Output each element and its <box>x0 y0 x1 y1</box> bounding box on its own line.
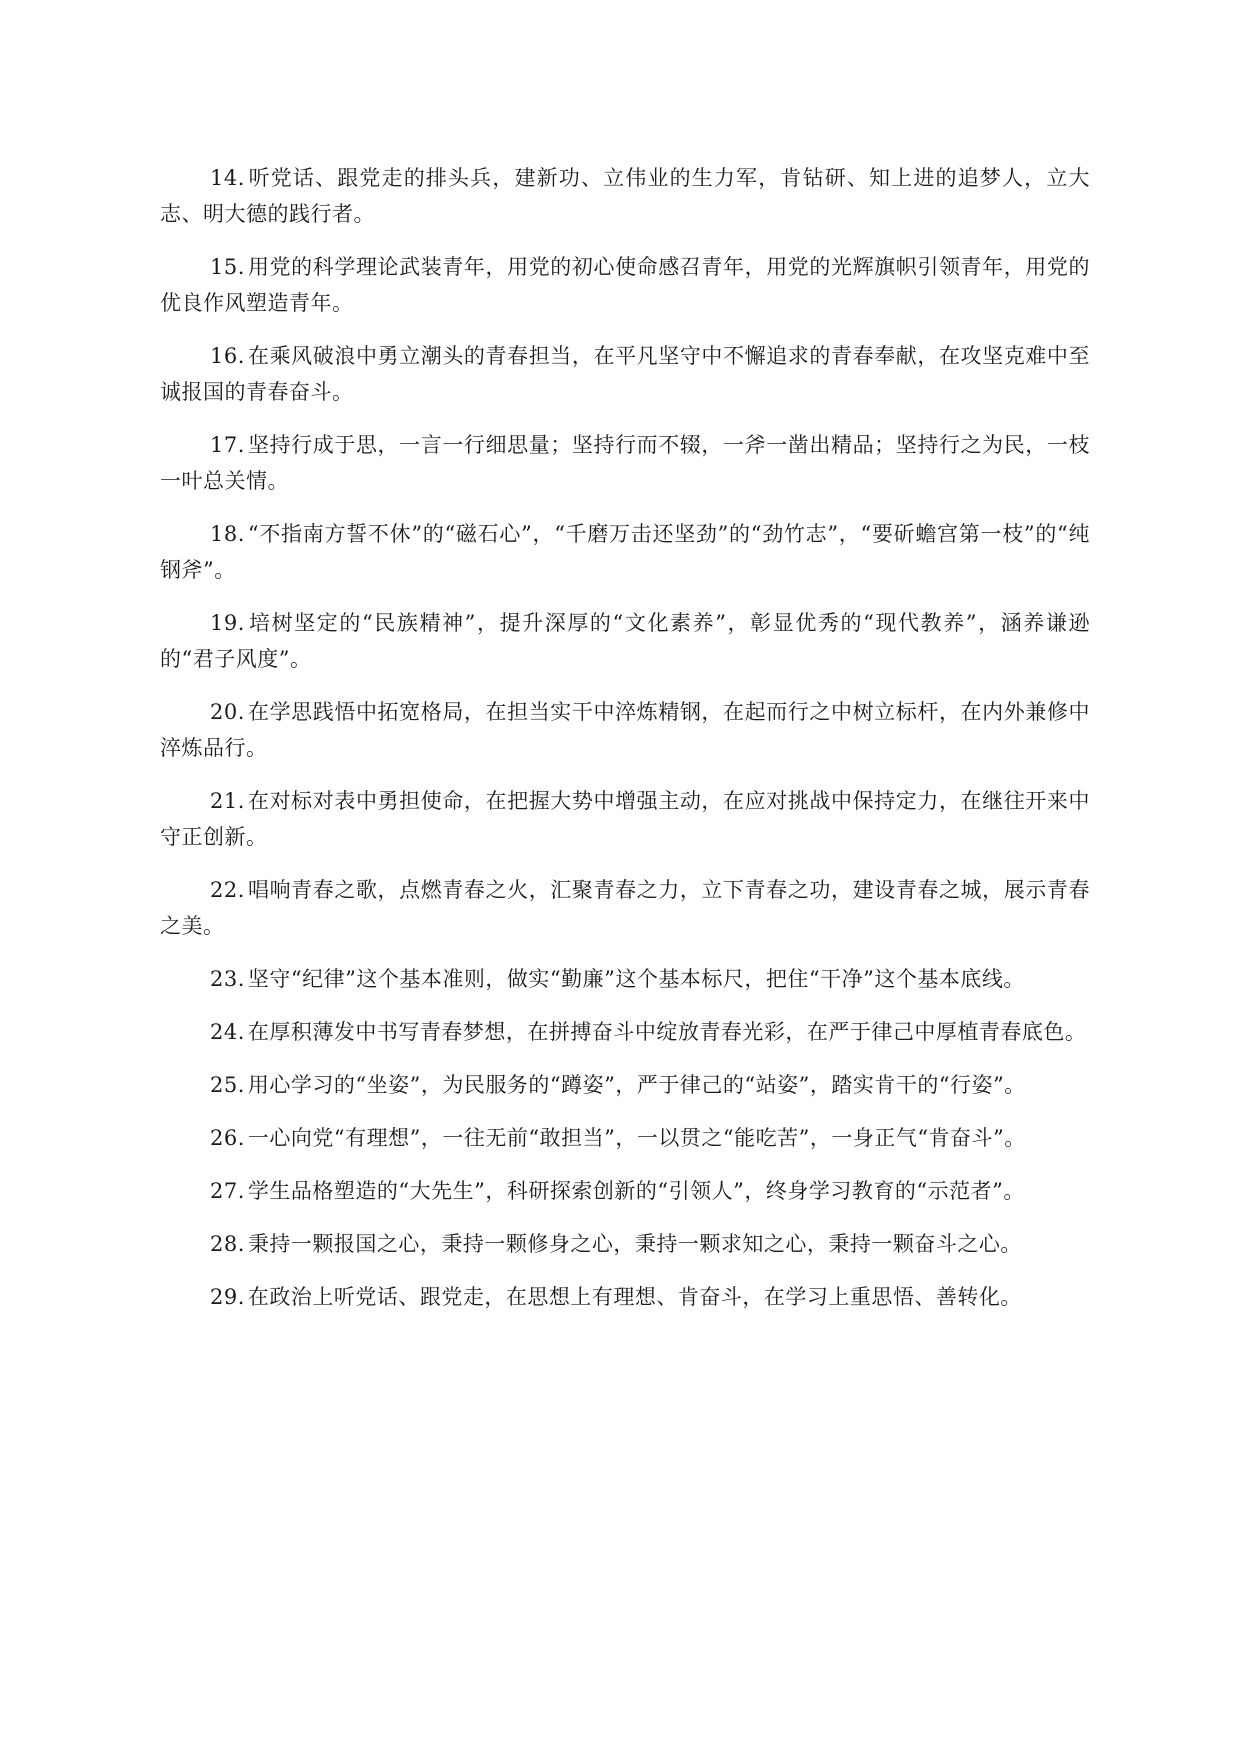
paragraph-14 <box>160 160 1090 232</box>
paragraph-text: 在学思践悟中拓宽格局，在担当实干中淬炼精钢，在起而行之中树立标杆，在内外兼修中淬炼品行。 <box>160 700 1090 760</box>
paragraph-18 <box>160 516 1090 588</box>
paragraph-text: “不指南方誓不休”的“磁石心”，“千磨万击还坚劲”的“劲竹志”，“要斫蟾宫第一枝”的“纯钢斧”。 <box>160 522 1090 582</box>
paragraph-text: 在政治上听党话、跟党走，在思想上有理想、肯奋斗，在学习上重思悟、善转化。 <box>247 1285 1022 1309</box>
paragraph-number: 26. <box>210 1126 245 1150</box>
paragraph-16 <box>160 338 1090 410</box>
paragraph-22 <box>160 872 1090 944</box>
paragraph-17 <box>160 427 1090 499</box>
paragraph-15 <box>160 249 1090 321</box>
paragraph-25 <box>160 1067 1090 1103</box>
paragraph-24 <box>160 1014 1090 1050</box>
paragraph-27 <box>160 1173 1090 1209</box>
paragraph-23 <box>160 961 1090 997</box>
paragraph-number: 23. <box>210 967 245 991</box>
paragraph-20 <box>160 694 1090 766</box>
paragraph-number: 21. <box>210 789 245 813</box>
paragraph-number: 15. <box>210 255 245 279</box>
paragraph-number: 25. <box>210 1073 245 1097</box>
paragraph-text: 学生品格塑造的“大先生”，科研探索创新的“引领人”，终身学习教育的“示范者”。 <box>247 1179 1025 1203</box>
paragraph-29 <box>160 1279 1090 1315</box>
paragraph-number: 22. <box>210 878 245 902</box>
paragraph-number: 20. <box>210 700 245 724</box>
paragraph-text: 用心学习的“坐姿”，为民服务的“蹲姿”，严于律己的“站姿”，踏实肯干的“行姿”。 <box>247 1073 1026 1097</box>
paragraph-28 <box>160 1226 1090 1262</box>
paragraph-text: 用党的科学理论武装青年，用党的初心使命感召青年，用党的光辉旗帜引领青年，用党的优良作风塑造青年。 <box>160 255 1090 315</box>
paragraph-number: 27. <box>210 1179 245 1203</box>
paragraph-text: 培树坚定的“民族精神”，提升深厚的“文化素养”，彰显优秀的“现代教养”，涵养谦逊的“君子风度”。 <box>160 611 1090 671</box>
paragraph-number: 16. <box>210 344 245 368</box>
paragraph-text: 坚守“纪律”这个基本准则，做实“勤廉”这个基本标尺，把住“干净”这个基本底线。 <box>247 967 1025 991</box>
paragraph-text: 在厚积薄发中书写青春梦想，在拼搏奋斗中绽放青春光彩，在严于律己中厚植青春底色。 <box>247 1020 1087 1044</box>
document-page <box>160 160 1090 1332</box>
paragraph-number: 14. <box>210 166 245 190</box>
paragraph-19 <box>160 605 1090 677</box>
paragraph-number: 18. <box>210 522 245 546</box>
paragraph-text: 秉持一颗报国之心，秉持一颗修身之心，秉持一颗求知之心，秉持一颗奋斗之心。 <box>247 1232 1022 1256</box>
paragraph-number: 17. <box>210 433 245 457</box>
paragraph-text: 唱响青春之歌，点燃青春之火，汇聚青春之力，立下青春之功，建设青春之城，展示青春之美。 <box>160 878 1090 938</box>
paragraph-number: 19. <box>210 611 245 635</box>
paragraph-text: 在乘风破浪中勇立潮头的青春担当，在平凡坚守中不懈追求的青春奉献，在攻坚克难中至诚报国的青春奋斗。 <box>160 344 1090 404</box>
paragraph-number: 24. <box>210 1020 245 1044</box>
paragraph-number: 28. <box>210 1232 245 1256</box>
paragraph-26 <box>160 1120 1090 1156</box>
paragraph-text: 听党话、跟党走的排头兵，建新功、立伟业的生力军，肯钻研、知上进的追梦人，立大志、明大德的践行者。 <box>160 166 1090 226</box>
paragraph-number: 29. <box>210 1285 245 1309</box>
paragraph-text: 坚持行成于思，一言一行细思量；坚持行而不辍，一斧一凿出精品；坚持行之为民，一枝一叶总关情。 <box>160 433 1090 493</box>
paragraph-text: 在对标对表中勇担使命，在把握大势中增强主动，在应对挑战中保持定力，在继往开来中守正创新。 <box>160 789 1090 849</box>
paragraph-21 <box>160 783 1090 855</box>
paragraph-text: 一心向党“有理想”，一往无前“敢担当”，一以贯之“能吃苦”，一身正气“肯奋斗”。 <box>247 1126 1026 1150</box>
